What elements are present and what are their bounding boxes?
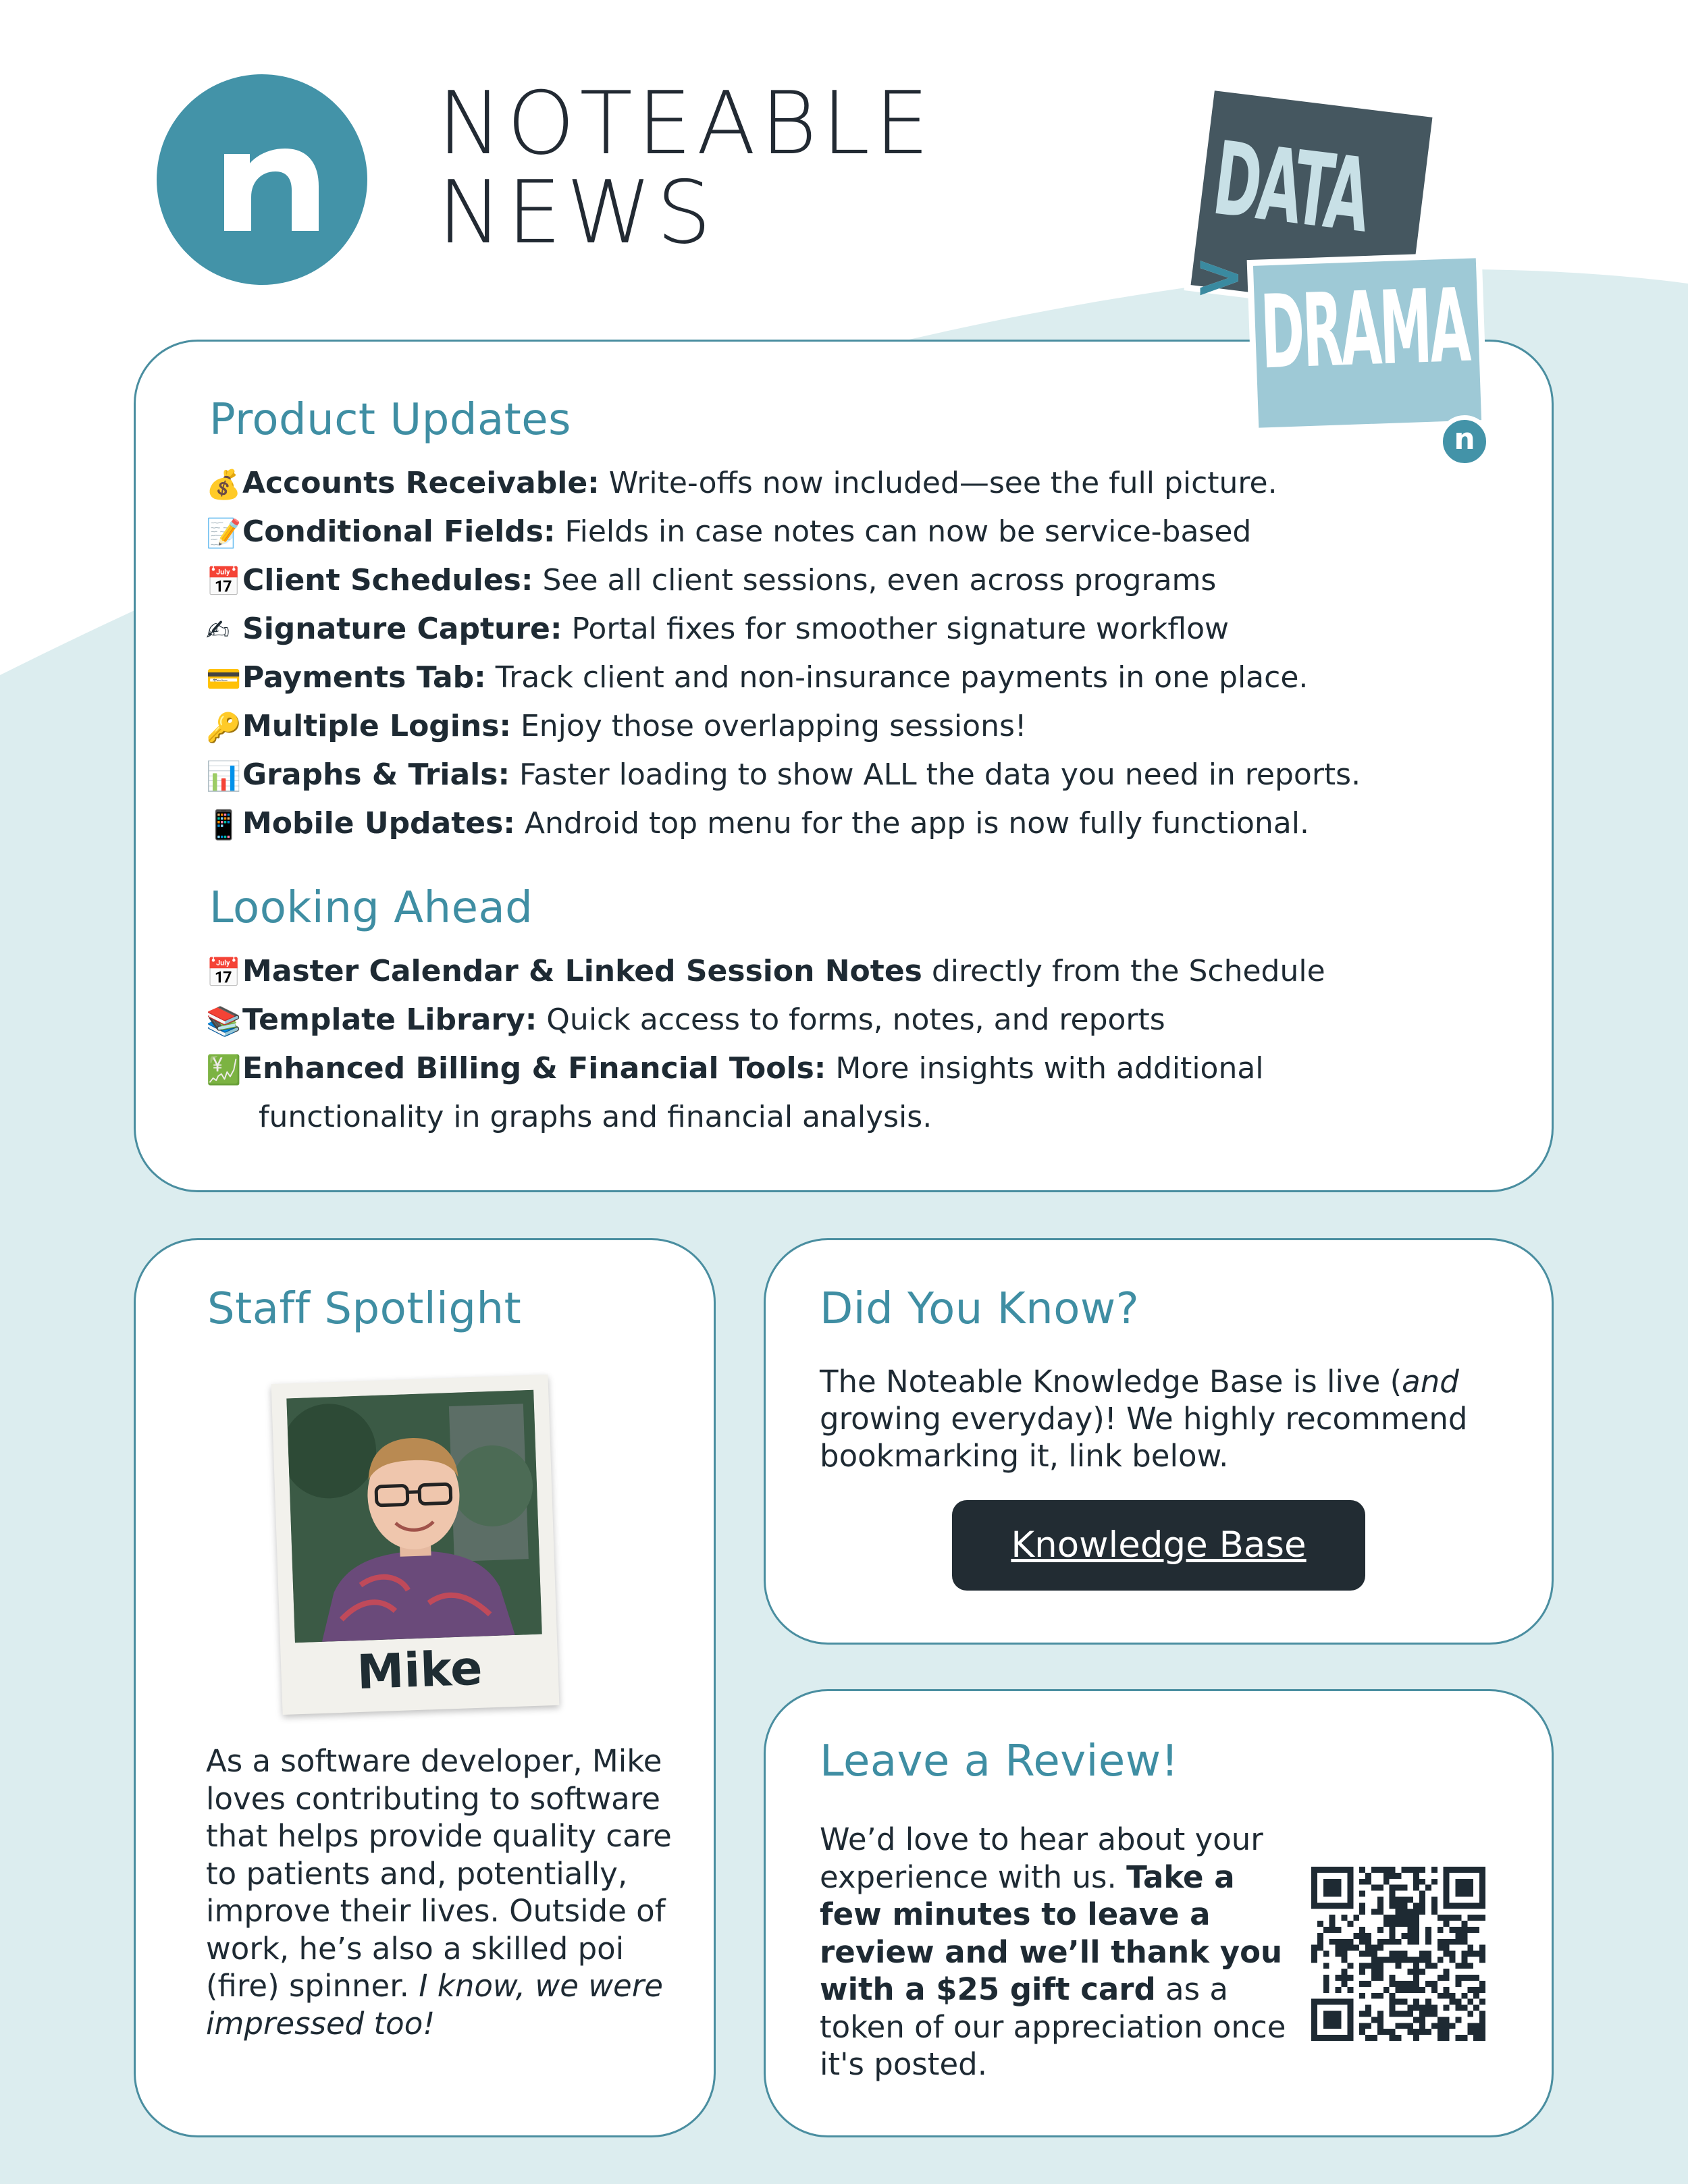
calendar-icon: 📅 — [206, 956, 242, 989]
sticker-drama-block — [1253, 258, 1481, 427]
staff-photo — [286, 1390, 542, 1643]
data-drama-sticker — [1182, 80, 1492, 471]
sticker-arrow-icon: > — [1194, 241, 1245, 312]
list-item: 📅Master Calendar & Linked Session Notes directly from the Schedule — [206, 948, 1325, 996]
list-item-continuation: functionality in graphs and financial analysis. — [259, 1100, 932, 1134]
product-updates-list — [206, 460, 1361, 849]
did-you-know-text: The Noteable Knowledge Base is live (and growing everyday)! We highly recommend bookmarking it, link below. — [820, 1364, 1468, 1474]
looking-ahead-list — [206, 948, 1325, 1141]
person-portrait-icon — [286, 1390, 542, 1643]
list-item: 💰Accounts Receivable: Write-offs now included—see the full picture. — [206, 460, 1361, 508]
staff-name: Mike — [356, 1640, 483, 1701]
money-bag-icon: 💰 — [206, 468, 242, 501]
list-item: 📝Conditional Fields: Fields in case notes can now be service-based — [206, 508, 1361, 557]
leave-review-title: Leave a Review! — [820, 1736, 1179, 1786]
chart-yen-icon: 💹 — [206, 1053, 242, 1086]
list-item: 💳Payments Tab: Track client and non-insurance payments in one place. — [206, 654, 1361, 703]
bar-chart-icon: 📊 — [206, 760, 242, 793]
sticker-word-data: DATA — [1207, 119, 1374, 256]
credit-card-icon: 💳 — [206, 662, 242, 695]
title-line-1: NOTEABLE — [438, 74, 934, 174]
memo-icon: 📝 — [206, 516, 242, 550]
staff-bio: As a software developer, Mike loves contributing to software that helps provide quality care to patients and, potentially, improve their lives. Outside of work, he’s also a skilled poi (fire) spinner. I know, we were impressed too! — [206, 1743, 672, 2042]
sticker-word-drama: DRAMA — [1259, 267, 1471, 392]
leave-review-text: We’d love to hear about your experience with us. Take a few minutes to leave a review and we’ll thank you with a $25 gift card as a token of our appreciation once it's posted. — [820, 1821, 1286, 2082]
list-item: 📅Client Schedules: See all client sessions, even across programs — [206, 557, 1361, 606]
list-item: 📚Template Library: Quick access to forms, notes, and reports — [206, 996, 1325, 1045]
knowledge-base-button[interactable]: Knowledge Base — [952, 1500, 1365, 1591]
list-item: 📊Graphs & Trials: Faster loading to show ALL the data you need in reports. — [206, 751, 1361, 800]
calendar-icon: 📅 — [206, 565, 242, 598]
list-item: ✍ Signature Capture: Portal fixes for smoother signature workflow — [206, 606, 1361, 654]
looking-ahead-title: Looking Ahead — [209, 883, 533, 933]
mobile-phone-icon: 📱 — [206, 808, 242, 841]
list-item: 🔑Multiple Logins: Enjoy those overlapping sessions! — [206, 703, 1361, 751]
logo-n-icon — [157, 74, 367, 285]
newsletter-title — [438, 74, 934, 263]
books-icon: 📚 — [206, 1005, 242, 1038]
staff-photo-polaroid — [271, 1375, 560, 1715]
did-you-know-title: Did You Know? — [820, 1284, 1140, 1334]
writing-hand-icon: ✍ — [206, 614, 230, 647]
title-line-2: NEWS — [438, 163, 716, 263]
list-item: 📱Mobile Updates: Android top menu for the app is now fully functional. — [206, 800, 1361, 849]
noteable-logo — [157, 74, 367, 285]
staff-spotlight-title: Staff Spotlight — [207, 1284, 522, 1334]
key-icon: 🔑 — [206, 711, 242, 744]
product-updates-title: Product Updates — [209, 395, 571, 445]
list-item: 💹Enhanced Billing & Financial Tools: More insights with additional functionality in graphs and financial analysis. — [206, 1045, 1325, 1141]
sticker-badge-logo: n — [1438, 415, 1491, 468]
review-qr-code[interactable] — [1311, 1867, 1485, 2041]
